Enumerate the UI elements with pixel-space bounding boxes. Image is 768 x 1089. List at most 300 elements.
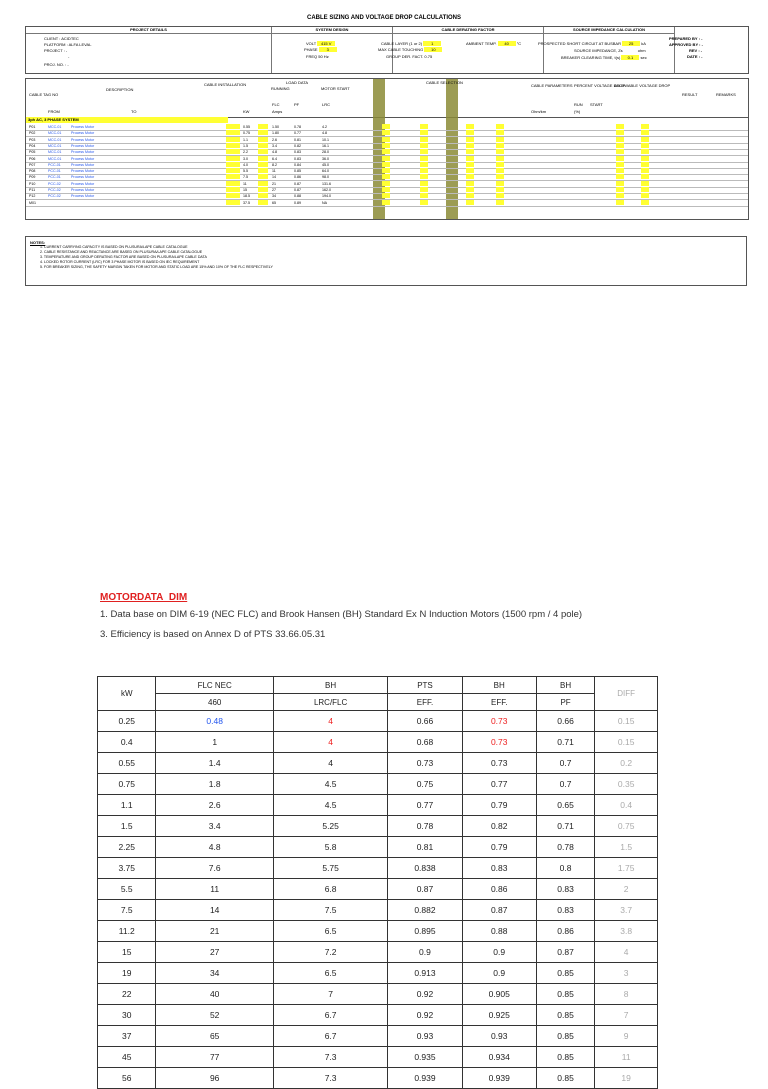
sub-pf: PF [294,102,300,107]
cell-tag: P03 [29,137,36,142]
cell-from: PCC-02 [48,181,61,186]
cell-flc: 11 [272,169,276,174]
cell-flc: 65 [272,200,276,205]
cell-kw: 37.5 [243,200,250,205]
motor-col-flc-sub: 460 [156,694,273,711]
input-cell[interactable] [616,174,624,179]
motor-cell-lrc: 6.5 [273,963,387,984]
motor-cell-flc: 4.8 [156,837,273,858]
motor-cell-pf: 0.66 [536,711,594,732]
motor-cell-diff: 2 [595,879,658,900]
motor-cell-lrc: 5.75 [273,858,387,879]
cell-kw: 15 [243,188,247,192]
input-cell[interactable] [258,124,268,129]
project-label: PROJECT : - [44,48,68,53]
cell-kw: 4.0 [243,162,248,167]
input-cell[interactable] [226,124,240,129]
motor-cell-eff: 0.9 [462,942,536,963]
motor-cell-diff: 19 [595,1068,658,1089]
input-cell[interactable] [616,181,624,186]
client-label: CLIENT : ACIDTEC [44,36,79,41]
input-cell[interactable] [226,143,240,148]
input-cell[interactable] [420,143,428,148]
cell-lrc: 64.0 [322,169,329,174]
motor-cell-diff: 3.7 [595,900,658,921]
cell-to: Process Motor [71,175,95,180]
motor-cell-diff: 0.4 [595,795,658,816]
cell-flc: 34 [272,194,276,199]
input-cell[interactable] [616,200,624,205]
rev-label: REV : - [689,48,703,53]
input-cell[interactable] [496,143,504,148]
input-cell[interactable] [258,168,268,173]
date-label: DATE : - [687,54,703,59]
motor-cell-flc: 11 [156,879,273,900]
input-cell[interactable] [496,187,504,192]
cable-layer-value[interactable]: 1 [423,41,441,46]
cell-to: Process Motor [71,131,95,136]
motor-cell-pts: 0.87 [388,879,462,900]
motor-cell-pts: 0.81 [388,837,462,858]
input-cell[interactable] [616,168,624,173]
ambient-value[interactable]: 40 [498,41,516,46]
project-sub: - [68,54,70,59]
motor-cell-flc: 14 [156,900,273,921]
input-cell[interactable] [258,149,268,154]
cell-flc: 4.8 [272,150,277,155]
motor-cell-kw: 30 [98,1005,156,1026]
motor-cell-eff: 0.83 [462,858,536,879]
input-cell[interactable] [382,149,390,154]
cell-tag: P11 [29,188,36,192]
motor-cell-lrc: 4 [273,711,387,732]
input-cell[interactable] [466,149,474,154]
input-cell[interactable] [258,174,268,179]
sub-flc: FLC [272,102,280,107]
cell-from: MCC-01 [48,131,62,136]
motor-body [98,711,658,1089]
input-cell[interactable] [258,193,268,198]
note-line: 4. LOCKED ROTOR CURRENT (LRC) FOR 3 PHASE MOTOR IS BASED ON IEC REQUIREMENT [40,260,200,264]
input-cell[interactable] [496,124,504,129]
cell-tag: P06 [29,156,36,161]
motor-cell-pts: 0.66 [388,711,462,732]
motor-cell-eff: 0.86 [462,879,536,900]
input-cell[interactable] [466,143,474,148]
input-cell[interactable] [496,156,504,161]
input-cell[interactable] [641,130,649,135]
motor-cell-diff: 7 [595,1005,658,1026]
table-row [98,1068,658,1089]
max-touching-value[interactable]: 10 [424,47,442,52]
table-row [98,879,658,900]
motor-cell-flc: 34 [156,963,273,984]
input-cell[interactable] [616,156,624,161]
input-cell[interactable] [616,137,624,142]
motor-col-bh-pf: BH [536,677,594,694]
cell-tag: P12 [29,194,36,199]
input-cell[interactable] [420,193,428,198]
motor-cell-kw: 11.2 [98,921,156,942]
motor-cell-pts: 0.939 [388,1068,462,1089]
cable-layer-label: CABLE LAYER (1 or 2) [381,41,423,46]
input-cell[interactable] [466,137,474,142]
cell-lrc: NA [322,200,327,205]
input-cell[interactable] [616,130,624,135]
cell-lrc: 28.0 [322,150,329,155]
input-cell[interactable] [466,168,474,173]
cell-lrc: 45.0 [322,162,329,167]
motor-cell-flc: 0.48 [156,711,273,732]
cell-to: Process Motor [71,169,95,174]
input-cell[interactable] [641,124,649,129]
cell-tag: P02 [29,131,36,136]
cell-run: 0.87 [294,181,301,186]
input-cell[interactable] [496,193,504,198]
cell-to: Process Motor [71,143,95,148]
col-cable-params: CABLE PARAMETERS [531,83,573,88]
input-cell[interactable] [641,149,649,154]
motor-cell-eff: 0.934 [462,1047,536,1068]
input-cell[interactable] [496,162,504,167]
clearing-value[interactable]: 0.1 [621,55,639,60]
motor-cell-diff: 3.8 [595,921,658,942]
fault-value[interactable]: 25 [622,41,640,46]
input-cell[interactable] [496,130,504,135]
volt-label: VOLT [306,41,317,46]
input-cell[interactable] [226,156,240,161]
input-cell[interactable] [466,130,474,135]
ambient-label: AMBIENT TEMP. [466,41,497,46]
input-cell[interactable] [226,200,240,205]
motor-cell-diff: 11 [595,1047,658,1068]
motor-cell-flc: 1.8 [156,774,273,795]
cell-lrc: 16.1 [322,143,329,148]
cell-kw: 1.5 [243,143,248,148]
cell-to: Process Motor [71,188,95,192]
cell-from: MCC-01 [48,150,62,155]
table-row [98,711,658,732]
phase-value[interactable]: 3 [319,47,337,52]
motor-cell-pf: 0.78 [536,837,594,858]
motor-cell-flc: 27 [156,942,273,963]
table-row [98,774,658,795]
motor-col-pts-sub: EFF. [388,694,462,711]
cell-from: MCC-01 [48,137,62,142]
col-running: RUNNING [271,86,290,91]
input-cell[interactable] [382,200,390,205]
platform-label: PLATFORM : ALFA LEVAL [44,42,92,47]
input-cell[interactable] [258,181,268,186]
motor-cell-kw: 1.1 [98,795,156,816]
input-cell[interactable] [420,181,428,186]
sub-lrc: LRC [322,102,331,107]
input-cell[interactable] [382,162,390,167]
motor-cell-pf: 0.71 [536,816,594,837]
cell-run: 0.77 [294,131,301,136]
input-cell[interactable] [616,149,624,154]
input-cell[interactable] [226,168,240,173]
table-row [26,200,748,207]
input-cell[interactable] [466,181,474,186]
input-cell[interactable] [466,156,474,161]
input-cell[interactable] [641,137,649,142]
cell-kw: 1.1 [243,137,248,142]
input-cell[interactable] [616,193,624,198]
motor-cell-pts: 0.73 [388,753,462,774]
input-cell[interactable] [616,124,624,129]
freq-label: FREQ [306,54,318,59]
motor-cell-eff: 0.87 [462,900,536,921]
col-load-data: LOAD DATA [286,80,309,85]
fault-unit: kA [641,41,646,46]
input-cell[interactable] [641,162,649,167]
motor-cell-kw: 22 [98,984,156,1005]
input-cell[interactable] [382,130,390,135]
input-cell[interactable] [258,162,268,167]
table-header [26,79,748,118]
input-cell[interactable] [641,156,649,161]
cell-lrc: 131.6 [322,181,331,186]
cell-from: PCC-02 [48,194,61,199]
input-cell[interactable] [496,137,504,142]
group-label: GROUP DER. FACT. [386,54,424,59]
input-cell[interactable] [420,124,428,129]
cell-tag: P07 [29,162,36,167]
motor-col-bh-eff-sub: EFF. [462,694,536,711]
input-cell[interactable] [226,187,240,192]
input-cell[interactable] [466,124,474,129]
table-row [98,858,658,879]
col-tag: CABLE TAG NO [29,92,59,97]
note-line: 2. CABLE RESISTANCE AND REACTANCE ARE BASED ON PLUSURA/LAPE CABLE CATALOGUE [40,250,203,254]
cell-flc: 3.4 [272,143,277,148]
clearing-label: BREAKER CLEARING TIME, t(s) [561,55,621,60]
input-cell[interactable] [382,181,390,186]
input-cell[interactable] [420,187,428,192]
motor-cell-lrc: 5.8 [273,837,387,858]
sub-run: RUN [574,102,583,107]
input-cell[interactable] [382,168,390,173]
motor-cell-diff: 0.75 [595,816,658,837]
clearing-unit: sec [640,55,647,60]
motor-cell-eff: 0.939 [462,1068,536,1089]
cell-to: Process Motor [71,125,95,129]
freq-value: 50 Hz [318,54,329,59]
input-cell[interactable] [382,156,390,161]
input-cell[interactable] [616,143,624,148]
input-cell[interactable] [496,200,504,205]
cell-to: Process Motor [71,194,95,199]
input-cell[interactable] [382,143,390,148]
cell-from: MCC-01 [48,125,62,129]
input-cell[interactable] [382,137,390,142]
motor-cell-lrc: 7.2 [273,942,387,963]
input-cell[interactable] [420,130,428,135]
cell-tag: M01 [29,200,36,205]
motor-cell-lrc: 6.5 [273,921,387,942]
cell-tag: P08 [29,169,36,174]
motor-data-table [97,676,658,1089]
input-cell[interactable] [258,143,268,148]
input-cell[interactable] [641,168,649,173]
motor-cell-lrc: 7.3 [273,1047,387,1068]
sub-to: TO [131,109,137,114]
header-box [25,26,749,74]
motor-cell-pts: 0.92 [388,1005,462,1026]
project-details-heading: PROJECT DETAILS [26,27,271,34]
motor-cell-pts: 0.75 [388,774,462,795]
ambient-unit: °C [516,41,522,46]
input-cell[interactable] [382,174,390,179]
input-cell[interactable] [420,162,428,167]
motor-cell-lrc: 7.5 [273,900,387,921]
cell-flc: 21 [272,181,276,186]
motor-cell-kw: 56 [98,1068,156,1089]
input-cell[interactable] [420,149,428,154]
motor-cell-diff: 1.5 [595,837,658,858]
motordata-title: MOTORDATA_DIM [100,592,188,603]
input-cell[interactable] [420,137,428,142]
motor-cell-eff: 0.73 [462,753,536,774]
motor-cell-pts: 0.9 [388,942,462,963]
input-cell[interactable] [226,130,240,135]
motor-cell-flc: 21 [156,921,273,942]
motor-col-bh-lrc: BH [273,677,387,694]
motor-cell-lrc: 4.5 [273,795,387,816]
input-cell[interactable] [641,200,649,205]
page-title: CABLE SIZING AND VOLTAGE DROP CALCULATIONS [307,15,461,21]
motor-cell-pf: 0.8 [536,858,594,879]
fault-label: PROSPECTED SHORT CIRCUIT AT BUSBAR [538,41,621,46]
input-cell[interactable] [258,200,268,205]
input-cell[interactable] [226,181,240,186]
cell-from: PCC-01 [48,175,61,180]
input-cell[interactable] [258,187,268,192]
input-cell[interactable] [496,181,504,186]
cell-from: PCC-01 [48,162,61,167]
cell-tag: P01 [29,125,36,129]
input-cell[interactable] [226,149,240,154]
motor-cell-eff: 0.82 [462,816,536,837]
motor-cell-lrc: 4 [273,732,387,753]
input-cell[interactable] [616,187,624,192]
cell-run: 0.89 [294,200,301,205]
notes-box [25,236,747,286]
motor-cell-lrc: 7 [273,984,387,1005]
motordata-line-3: 3. Efficiency is based on Annex D of PTS 33.66.05.31 [100,629,326,640]
motor-cell-lrc: 4 [273,753,387,774]
input-cell[interactable] [466,162,474,167]
input-cell[interactable] [420,168,428,173]
cell-kw: 0.75 [243,131,250,136]
input-cell[interactable] [496,149,504,154]
input-cell[interactable] [382,187,390,192]
table-row [98,753,658,774]
motor-cell-kw: 45 [98,1047,156,1068]
input-cell[interactable] [258,130,268,135]
cell-flc: 2.6 [272,137,277,142]
cell-lrc: 162.0 [322,188,331,192]
input-cell[interactable] [466,200,474,205]
cell-from: MCC-01 [48,143,62,148]
table-row [98,1026,658,1047]
input-cell[interactable] [226,162,240,167]
input-cell[interactable] [641,187,649,192]
table-row [98,963,658,984]
motor-cell-flc: 1.4 [156,753,273,774]
input-cell[interactable] [641,143,649,148]
cell-to: Process Motor [71,181,95,186]
approved-by: APPROVED BY : - [669,42,703,47]
input-cell[interactable] [258,137,268,142]
motor-cell-flc: 1 [156,732,273,753]
motor-cell-flc: 96 [156,1068,273,1089]
motor-cell-eff: 0.9 [462,963,536,984]
cell-tag: P04 [29,143,36,148]
sub-from: FROM [48,109,60,114]
motor-cell-lrc: 4.5 [273,774,387,795]
motor-cell-pts: 0.68 [388,732,462,753]
motor-cell-diff: 1.75 [595,858,658,879]
input-cell[interactable] [382,193,390,198]
volt-value[interactable]: 415 V [317,41,335,46]
motor-cell-eff: 0.79 [462,837,536,858]
input-cell[interactable] [420,200,428,205]
motor-cell-diff: 0.15 [595,732,658,753]
cell-flc: 1.80 [272,131,279,136]
input-cell[interactable] [466,187,474,192]
input-cell[interactable] [226,193,240,198]
motor-col-diff: DIFF [595,677,658,711]
motordata-line-1: 1. Data base on DIM 6-19 (NEC FLC) and Brook Hansen (BH) Standard Ex N Induction Motors (1500 rpm / 4 pole) [100,609,583,620]
cell-run: 0.88 [294,194,301,199]
table-row [98,795,658,816]
motor-cell-kw: 2.25 [98,837,156,858]
motor-col-bh-pf-sub: PF [536,694,594,711]
cell-kw: 5.5 [243,169,248,174]
input-cell[interactable] [226,174,240,179]
cell-to: Process Motor [71,156,95,161]
motor-cell-kw: 19 [98,963,156,984]
input-cell[interactable] [466,193,474,198]
motor-cell-eff: 0.93 [462,1026,536,1047]
input-cell[interactable] [226,137,240,142]
col-pct-vdrop: PERCENT VOLTAGE DROP [574,83,626,88]
input-cell[interactable] [641,181,649,186]
input-cell[interactable] [496,168,504,173]
sub-start: START [590,102,603,107]
cell-tag: P05 [29,150,36,155]
input-cell[interactable] [496,174,504,179]
cell-run: 0.84 [294,162,301,167]
motor-col-bh-lrc-sub: LRC/FLC [273,694,387,711]
cell-run: 0.81 [294,137,301,142]
input-cell[interactable] [641,193,649,198]
col-remarks: REMARKS [716,92,736,97]
motor-cell-eff: 0.88 [462,921,536,942]
col-motor-start: MOTOR START [321,86,350,91]
input-cell[interactable] [616,162,624,167]
input-cell[interactable] [641,174,649,179]
motor-cell-diff: 0.35 [595,774,658,795]
input-cell[interactable] [420,174,428,179]
input-cell[interactable] [420,156,428,161]
input-cell[interactable] [382,124,390,129]
input-cell[interactable] [258,156,268,161]
motor-cell-eff: 0.79 [462,795,536,816]
input-cell[interactable] [466,174,474,179]
